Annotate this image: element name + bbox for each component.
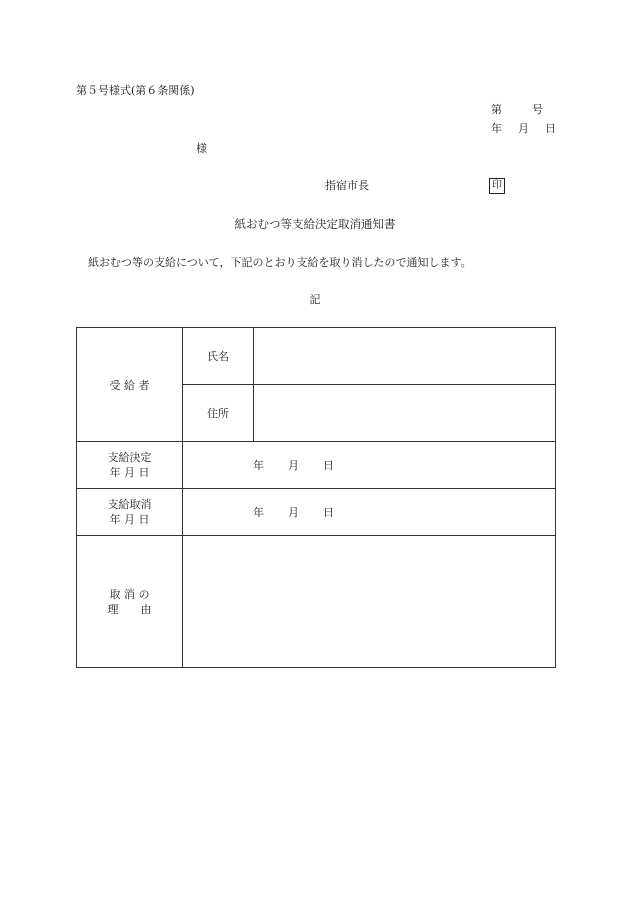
issue-date bbox=[491, 122, 556, 136]
address-field[interactable] bbox=[254, 385, 556, 442]
decision-date-field[interactable] bbox=[183, 442, 556, 489]
form-number: 第５号様式(第６条関係) bbox=[76, 84, 195, 97]
doc-number-prefix: 第 bbox=[491, 103, 502, 116]
name-label: 氏名 bbox=[183, 328, 254, 385]
seal-mark: 印 bbox=[489, 178, 505, 194]
decision-date-year: 年 bbox=[253, 459, 264, 472]
table-row-reason bbox=[77, 536, 556, 668]
decision-date-label-line2: 年 月 日 bbox=[109, 466, 150, 479]
cancel-date-label-line1: 支給取消 bbox=[107, 498, 152, 511]
decision-date-label bbox=[77, 442, 183, 489]
ki-heading: 記 bbox=[309, 293, 321, 306]
cancel-date-field[interactable] bbox=[183, 489, 556, 536]
reason-label bbox=[77, 536, 183, 668]
issue-date-month: 月 bbox=[518, 122, 529, 135]
table-row-cancel-date bbox=[77, 489, 556, 536]
cancel-date-month: 月 bbox=[288, 506, 299, 519]
document-number bbox=[491, 103, 543, 117]
notice-table bbox=[76, 327, 556, 668]
issue-date-day: 日 bbox=[545, 122, 556, 135]
address-label: 住所 bbox=[183, 385, 254, 442]
issue-date-year: 年 bbox=[491, 122, 502, 135]
body-text: 紙おむつ等の支給について，下記のとおり支給を取り消したので通知します。 bbox=[88, 256, 472, 269]
cancel-date-day: 日 bbox=[323, 506, 334, 519]
name-field[interactable] bbox=[254, 328, 556, 385]
cancel-date-label-line2: 年 月 日 bbox=[109, 513, 150, 526]
cancel-date-year: 年 bbox=[253, 506, 264, 519]
recipient-label: 受 給 者 bbox=[77, 328, 183, 442]
reason-field[interactable] bbox=[183, 536, 556, 668]
addressee-suffix: 様 bbox=[196, 142, 207, 155]
table-row-name bbox=[77, 328, 556, 385]
reason-label-line1: 取 消 の bbox=[109, 587, 150, 601]
reason-label-line2: 理 由 bbox=[107, 602, 152, 616]
document-title: 紙おむつ等支給決定取消通知書 bbox=[234, 217, 396, 231]
table-row-decision-date bbox=[77, 442, 556, 489]
cancel-date-label bbox=[77, 489, 183, 536]
decision-date-label-line1: 支給決定 bbox=[107, 451, 152, 464]
issuer-name: 指宿市長 bbox=[325, 179, 369, 192]
doc-number-suffix: 号 bbox=[532, 103, 543, 116]
decision-date-day: 日 bbox=[323, 459, 334, 472]
decision-date-month: 月 bbox=[288, 459, 299, 472]
